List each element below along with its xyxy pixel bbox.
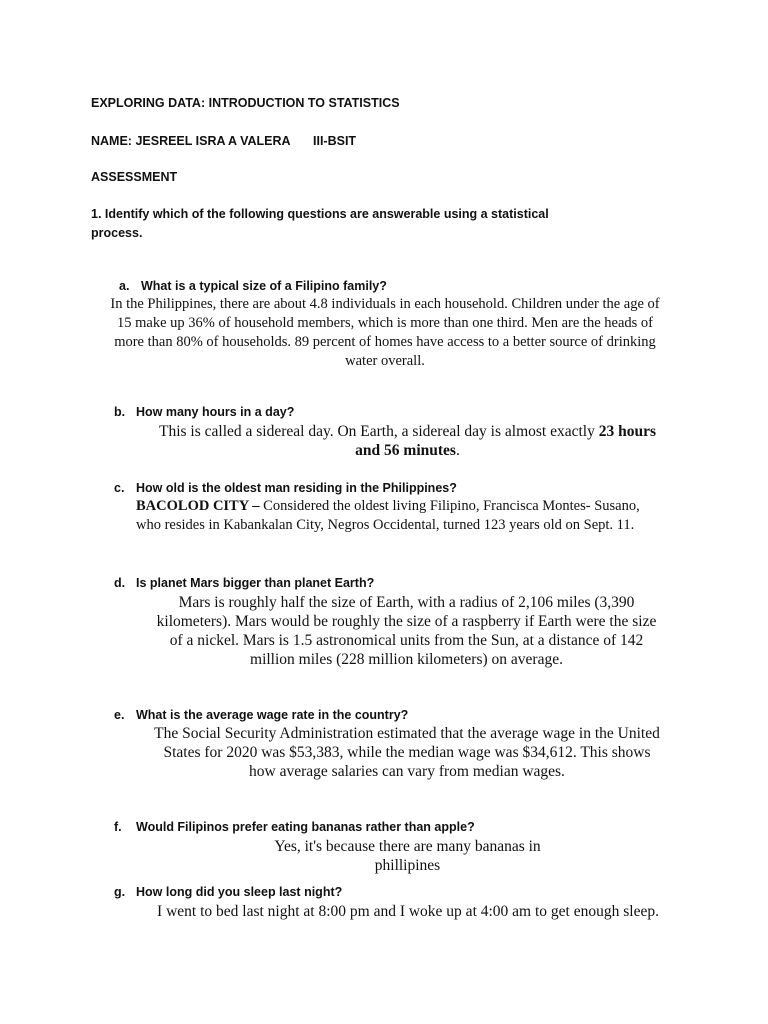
question-text: How many hours in a day? [136,405,295,419]
question-g [114,885,342,899]
student-name: NAME: JESREEL ISRA A VALERA [91,134,291,148]
question-text: How old is the oldest man residing in the Philippines? [136,481,457,495]
answer-e [132,724,682,781]
answer-line: of a nickel. Mars is 1.5 astronomical units from the Sun, at a distance of 142 [169,632,644,649]
assessment-heading: ASSESSMENT [91,170,178,184]
answer-location: BACOLOD CITY – [136,498,260,514]
question-letter: f. [114,820,122,834]
answer-b [140,422,675,460]
question-letter: c. [114,481,125,495]
answer-emphasis: 23 hours [598,423,656,440]
question-a [119,279,387,293]
question-text: Would Filipinos prefer eating bananas rather than apple? [136,820,475,834]
answer-g [128,902,688,921]
answer-line: States for 2020 was $53,383, while the median wage was $34,612. This shows [163,744,651,761]
document-title: EXPLORING DATA: INTRODUCTION TO STATISTICS [91,96,400,110]
question-b [114,405,294,419]
answer-line: The Social Security Administration estimated that the average wage in the United [154,725,660,742]
answer-line: water overall. [345,353,425,369]
student-section: III-BSIT [313,134,357,148]
question-text: What is a typical size of a Filipino family? [141,279,387,293]
answer-line: kilometers). Mars would be roughly the size of a raspberry if Earth were the size [156,613,657,630]
question-letter: e. [114,708,125,722]
answer-d [134,593,679,669]
answer-text: This is called a sidereal day. On Earth, a sidereal day is almost exactly [158,423,599,440]
question-d [114,576,374,590]
question-letter: b. [114,405,126,419]
question-c [114,481,457,495]
answer-emphasis: and 56 minutes [355,442,456,459]
answer-line: I went to bed last night at 8:00 pm and I woke up at 4:00 am to get enough sleep. [157,903,659,920]
answer-line: Mars is roughly half the size of Earth, with a radius of 2,106 miles (3,390 [178,594,635,611]
question-f [114,820,475,834]
question-letter: d. [114,576,126,590]
answer-a [90,295,680,371]
answer-line: Yes, it's because there are many bananas in [274,838,541,855]
answer-line: how average salaries can vary from median wages. [249,763,565,780]
answer-f [240,837,575,875]
answer-line: million miles (228 million kilometers) on average. [250,651,563,668]
answer-text: Considered the oldest living Filipino, Francisca Montes- Susano, [259,498,640,514]
answer-line: phillipines [374,857,441,874]
answer-line: 15 make up 36% of household members, which is more than one third. Men are the heads of [117,315,653,331]
answer-line: more than 80% of households. 89 percent of homes have access to a better source of drinking [114,334,656,350]
answer-text: . [455,442,460,459]
question-letter: a. [119,279,130,293]
instruction-line-2: process. [91,226,143,240]
question-text: How long did you sleep last night? [136,885,343,899]
question-text: What is the average wage rate in the country? [136,708,409,722]
instruction-line-1: 1. Identify which of the following questions are answerable using a statistical [91,207,549,221]
question-text: Is planet Mars bigger than planet Earth? [136,576,375,590]
question-letter: g. [114,885,126,899]
answer-c [136,497,676,535]
answer-line: In the Philippines, there are about 4.8 individuals in each household. Children under the age of [110,296,660,312]
question-e [114,708,408,722]
answer-line: who resides in Kabankalan City, Negros Occidental, turned 123 years old on Sept. 11. [136,517,635,533]
